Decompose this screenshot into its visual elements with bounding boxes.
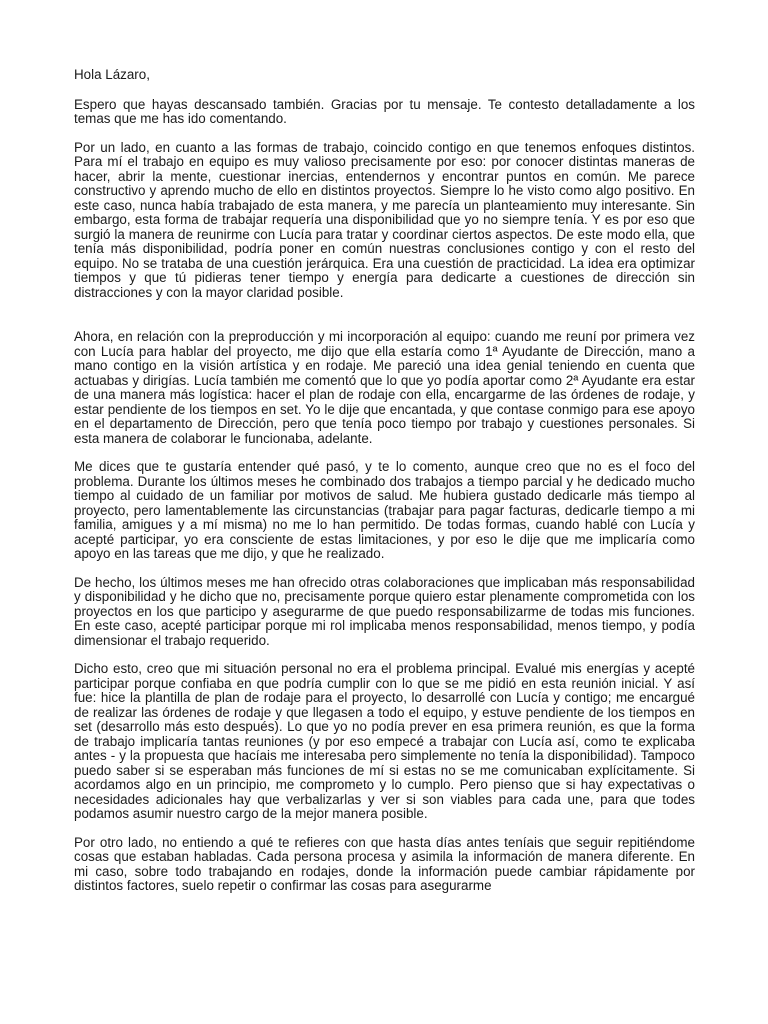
paragraph-work-methods: Por un lado, en cuanto a las formas de trabajo, coincido contigo en que tenemos enfoques distintos. Para mí el trabajo en equipo es muy valioso precisamente por eso: por conocer distintas maneras de hacer, abrir la mente, cuestionar inercias, entendernos y encontrar puntos en común. Me parece constructivo y aprendo mucho de ello en distintos proyectos. Siempre lo he visto como algo positivo. En este caso, nunca había trabajado de esta manera, y me parecía un planteamiento muy interesante. Sin embargo, esta forma de trabajar requería una disponibilidad que yo no siempre tenía. Y es por eso que surgió la manera de reunirme con Lucía para tratar y coordinar ciertos aspectos. De este modo ella, que tenía más disponibilidad, podría poner en común nuestras conclusiones contigo y con el resto del equipo. No se trataba de una cuestión jerárquica. Era una cuestión de practicidad. La idea era optimizar tiempos y que tú pidieras tener tiempo y energía para dedicarte a cuestiones de dirección sin distracciones y con la mayor claridad posible. — [74, 139, 695, 300]
paragraph-intro: Espero que hayas descansado también. Gracias por tu mensaje. Te contesto detalladamente a los temas que me has ido comentando. — [74, 96, 695, 126]
letter-body — [74, 68, 695, 908]
paragraph-preproduction: Ahora, en relación con la preproducción y mi incorporación al equipo: cuando me reuní por primera vez con Lucía para hablar del proyecto, me dijo que ella estaría como 1ª Ayudante de Dirección, mano a mano contigo en la visión artística y en rodaje. Me pareció una idea genial teniendo en cuenta que actuabas y dirigías. Lucía también me comentó que lo que yo podía aportar como 2ª Ayudante era estar de una manera más logística: hacer el plan de rodaje con ella, encargarme de las órdenes de rodaje, y estar pendiente de los tiempos en set. Yo le dije que encantada, y que contase conmigo para ese apoyo en el departamento de Dirección, pero que tenía poco tiempo por trabajo y cuestiones personales. Si esta manera de colaborar le funcionaba, adelante. — [74, 329, 695, 446]
letter-greeting: Hola Lázaro, — [74, 67, 150, 82]
paragraph-other-collaborations: De hecho, los últimos meses me han ofrecido otras colaboraciones que implicaban más responsabilidad y disponibilidad y he dicho que no, precisamente porque quiero estar plenamente comprometida con los proyectos en los que participo y asegurarme de que puedo responsabilizarme de todas mis funciones. En este caso, acepté participar porque mi rol implicaba menos responsabilidad, menos tiempo, y podía dimensionar el trabajo requerido. — [74, 574, 695, 648]
paragraph-repetition: Por otro lado, no entiendo a qué te refieres con que hasta días antes teníais que seguir repitiéndome cosas que estaban habladas. Cada persona procesa y asimila la información de manera diferente. En mi caso, sobre todo trabajando en rodajes, donde la información puede cambiar rápidamente por distintos factores, suelo repetir o confirmar las cosas para asegurarme — [74, 834, 695, 893]
paragraph-main-problem: Dicho esto, creo que mi situación personal no era el problema principal. Evalué mis energías y acepté participar porque confiaba en que podría cumplir con lo que se me pidió en esta reunión inicial. Y así fue: hice la plantilla de plan de rodaje para el proyecto, lo desarrollé con Lucía y contigo; me encargué de realizar las órdenes de rodaje y que llegasen a todo el equipo, y estuve pendiente de los tiempos en set (desarrollo más esto después). Lo que yo no podía prever en esa primera reunión, es que la forma de trabajo implicaría tantas reuniones (y por eso empecé a trabajar con Lucía así, como te explicaba antes - y la propuesta que hacíais me interesaba pero simplemente no tenía la disponibilidad). Tampoco puedo saber si se esperaban más funciones de mí si estas no se me comunicaban explícitamente. Si acordamos algo en un principio, me comprometo y lo cumplo. Pero pienso que si hay expectativas o necesidades adicionales hay que verbalizarlas y ver si son viables para cada une, para que todes podamos asumir nuestro cargo de la mejor manera posible. — [74, 661, 695, 821]
paragraph-personal-circumstances: Me dices que te gustaría entender qué pasó, y te lo comento, aunque creo que no es el foco del problema. Durante los últimos meses he combinado dos trabajos a tiempo parcial y he dedicado mucho tiempo al cuidado de un familiar por motivos de salud. Me hubiera gustado dedicarle más tiempo al proyecto, pero lamentablemente las circunstancias (trabajar para pagar facturas, dedicarle tiempo a mi familia, amigues y a mí misma) no me lo han permitido. De todas formas, cuando hablé con Lucía y acepté participar, yo era consciente de estas limitaciones, y por eso le dije que me implicaría como apoyo en las tareas que me dijo, y que he realizado. — [74, 459, 695, 561]
